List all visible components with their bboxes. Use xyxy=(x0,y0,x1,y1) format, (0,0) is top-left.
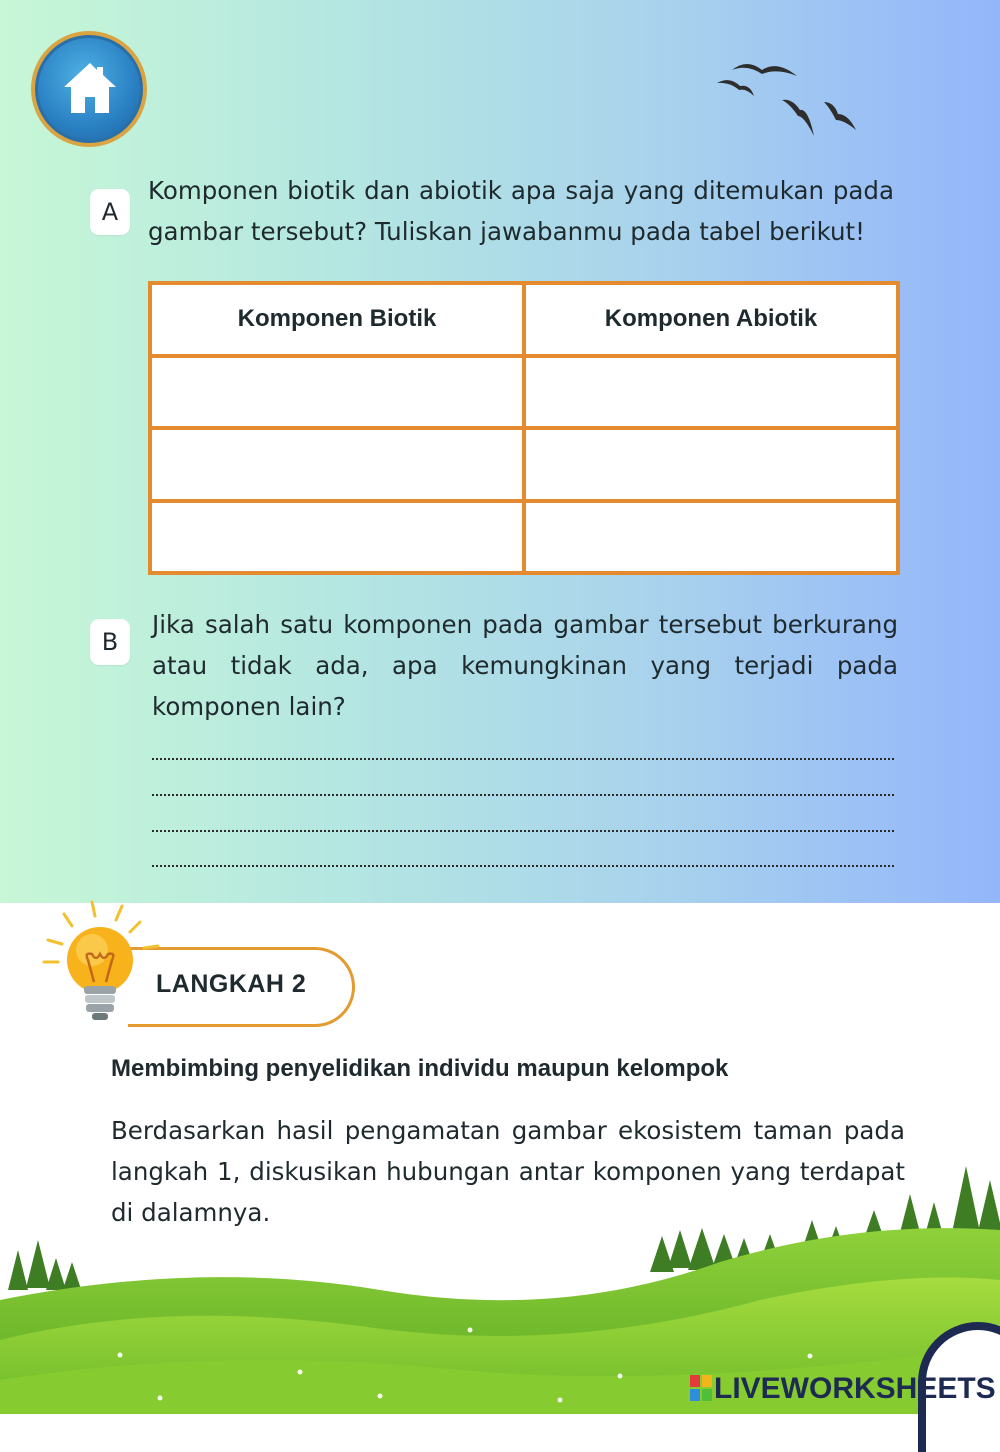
answer-cell-biotik-2[interactable] xyxy=(150,428,524,501)
lightbulb-icon xyxy=(40,900,160,1040)
table-row xyxy=(150,428,898,501)
answer-cell-biotik-1[interactable] xyxy=(150,356,524,429)
answer-cell-biotik-3[interactable] xyxy=(150,501,524,574)
section-b-question: Jika salah satu komponen pada gambar tersebut berkurang atau tidak ada, apa kemungkinan yang terjadi pada komponen lain? xyxy=(152,610,898,721)
answer-cell-abiotik-1[interactable] xyxy=(524,356,898,429)
table-row xyxy=(150,356,898,429)
section-b-badge: B xyxy=(90,619,130,665)
answer-cell-abiotik-2[interactable] xyxy=(524,428,898,501)
answer-line-1[interactable] xyxy=(152,758,894,760)
step-instruction: Berdasarkan hasil pengamatan gambar ekosistem taman pada langkah 1, diskusikan hubungan antar komponen yang terdapat di dalamnya. xyxy=(111,1116,905,1227)
liveworksheets-mark-icon xyxy=(690,1375,712,1401)
answer-table xyxy=(148,281,900,575)
table-header-abiotik: Komponen Abiotik xyxy=(524,283,898,356)
answer-line-3[interactable] xyxy=(152,830,894,832)
table-header-row xyxy=(150,283,898,356)
step-subtitle: Membimbing penyelidikan individu maupun kelompok xyxy=(111,1055,729,1082)
brand-name: LIVEWORKSHEETS xyxy=(714,1372,996,1405)
step-label: LANGKAH 2 xyxy=(156,970,307,998)
home-icon xyxy=(60,59,120,119)
section-a-question: Komponen biotik dan abiotik apa saja yang ditemukan pada gambar tersebut? Tuliskan jawabanmu pada tabel berikut! xyxy=(148,176,894,246)
answer-line-4[interactable] xyxy=(152,865,894,867)
answer-cell-abiotik-3[interactable] xyxy=(524,501,898,574)
table-header-biotik: Komponen Biotik xyxy=(150,283,524,356)
home-button[interactable] xyxy=(31,31,147,147)
liveworksheets-logo xyxy=(690,1372,996,1406)
section-a-badge: A xyxy=(90,189,130,235)
table-row xyxy=(150,501,898,574)
birds-decoration xyxy=(712,58,862,148)
answer-line-2[interactable] xyxy=(152,794,894,796)
